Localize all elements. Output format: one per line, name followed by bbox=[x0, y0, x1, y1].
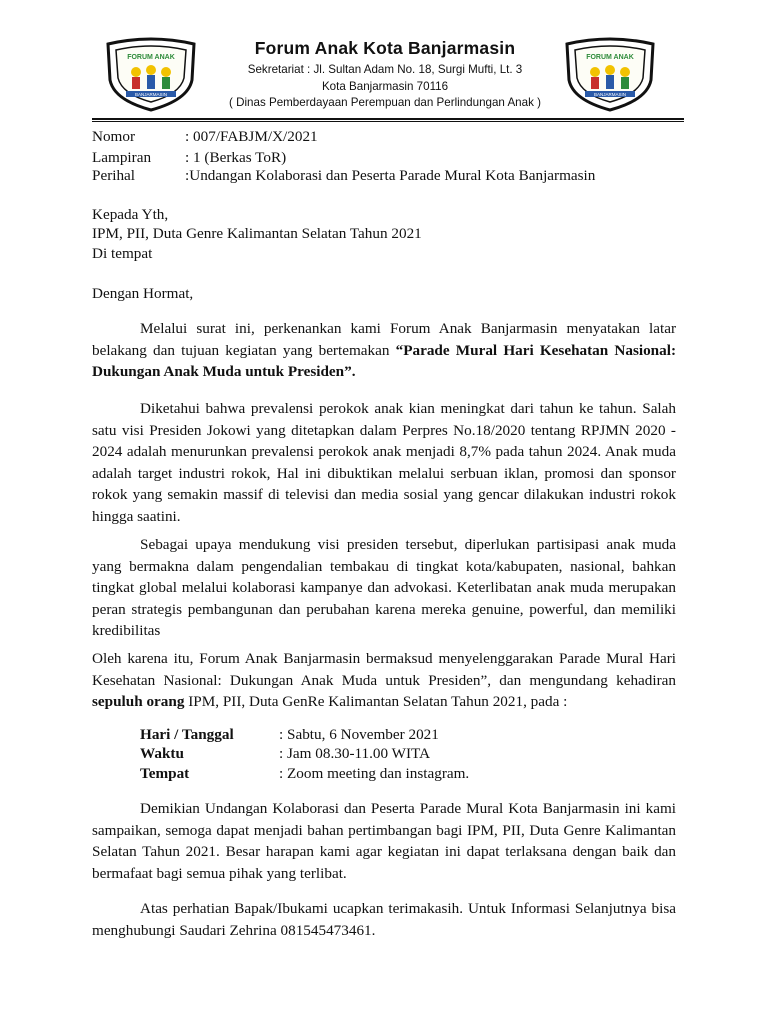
paragraph-purpose-text: Sebagai upaya mendukung visi presiden tersebut, diperlukan partisipasi anak muda yang bermakna dalam pengendalian tembakau di tingkat kota/kabupaten, nasional, bahkan tingkat global melalui kolaborasi kampanye dan advokasi. Keterlibatan anak muda merupakan peran strategis pembangunan dan perubahan karena mereka genuine, powerful, dan memiliki kredibilitas bbox=[92, 536, 676, 640]
place-value: : Zoom meeting dan instagram. bbox=[279, 765, 470, 782]
recipient-name: IPM, PII, Duta Genre Kalimantan Selatan Tahun 2021 bbox=[92, 225, 422, 242]
paragraph-purpose bbox=[92, 534, 676, 642]
logo-right-text: FORUM ANAK bbox=[586, 54, 634, 61]
paragraph-background bbox=[92, 398, 676, 528]
letterhead bbox=[0, 0, 768, 124]
perihal-label: Perihal bbox=[92, 167, 136, 184]
paragraph-invitation bbox=[92, 648, 676, 713]
address-line-1: Sekretariat : Jl. Sultan Adam No. 18, Surgi Mufti, Lt. 3 bbox=[247, 63, 523, 76]
date-label: Hari / Tanggal bbox=[140, 726, 234, 743]
address-line-3: ( Dinas Pemberdayaan Perempuan dan Perlindungan Anak ) bbox=[229, 96, 541, 109]
lampiran-label: Lampiran bbox=[92, 149, 152, 166]
nomor-value: : 007/FABJM/X/2021 bbox=[185, 128, 318, 145]
time-value: : Jam 08.30-11.00 WITA bbox=[279, 745, 431, 762]
paragraph-background-text: Diketahui bahwa prevalensi perokok anak kian meningkat dari tahun ke tahun. Salah satu visi Presiden Jokowi yang ditetapkan dalam Perpres No.18/2020 tentang RPJMN 2020 - 2024 adalah menurunkan prevalensi perokok anak menjadi 8,7% pada tahun 2024. Anak muda adalah target industri rokok, Hal ini dibuktikan melalui serbuan iklan, promosi dan sponsor rokok yang semakin massif di televisi dan media sosial yang gencar dilakukan industri rokok hingga saatini. bbox=[92, 400, 676, 525]
participant-count: sepuluh orang bbox=[92, 693, 185, 711]
time-label: Waktu bbox=[140, 745, 184, 762]
paragraph-thanks-text: Atas perhatian Bapak/Ibukami ucapkan terimakasih. Untuk Informasi Selanjutnya bisa menghubungi Saudari Zehrina 081545473461. bbox=[92, 900, 676, 939]
paragraph-invitation-text: Oleh karena itu, Forum Anak Banjarmasin bermaksud menyelenggarakan Parade Mural Hari Kesehatan Nasional: Dukungan Anak Muda untuk Presiden”, dan mengundang kehadiran bbox=[92, 650, 676, 689]
event-theme: “Parade Mural Hari Kesehatan Nasional: Dukungan Anak Muda untuk Presiden”. bbox=[92, 341, 676, 381]
logo-left-text: FORUM ANAK bbox=[127, 54, 175, 61]
paragraph-intro bbox=[92, 318, 676, 383]
forum-anak-logo-right bbox=[563, 36, 657, 112]
paragraph-intro-text: Melalui surat ini, perkenankan kami Forum Anak Banjarmasin menyatakan latar belakang dan tujuan kegiatan yang bertemakan bbox=[92, 320, 676, 359]
paragraph-closing-text: Demikian Undangan Kolaborasi dan Peserta Parade Mural Kota Banjarmasin ini kami sampaikan, semoga dapat menjadi bahan pertimbangan bagi IPM, PII, Duta Genre Kalimantan Selatan Tahun 2021. Besar harapan kami agar kegiatan ini dapat terlaksana dengan baik dan bermafaat bagi semua pihak yang terlibat. bbox=[92, 800, 676, 882]
nomor-label: Nomor bbox=[92, 128, 136, 145]
paragraph-closing bbox=[92, 798, 676, 884]
recipient-greeting: Kepada Yth, bbox=[92, 206, 169, 223]
letterhead-divider bbox=[92, 118, 684, 120]
logo-right-subtext: BANJARMASIN bbox=[593, 92, 627, 97]
forum-anak-logo-left bbox=[104, 36, 198, 112]
paragraph-thanks bbox=[92, 898, 676, 941]
organization-name: Forum Anak Kota Banjarmasin bbox=[254, 38, 516, 58]
salutation: Dengan Hormat, bbox=[92, 285, 194, 302]
letterhead-divider-thin bbox=[92, 121, 684, 122]
paragraph-invitation-tail: IPM, PII, Duta GenRe Kalimantan Selatan Tahun 2021, pada : bbox=[184, 693, 568, 711]
place-label: Tempat bbox=[140, 765, 190, 782]
logo-left-subtext: BANJARMASIN bbox=[134, 92, 168, 97]
perihal-value: :Undangan Kolaborasi dan Peserta Parade Mural Kota Banjarmasin bbox=[185, 167, 596, 184]
date-value: : Sabtu, 6 November 2021 bbox=[279, 726, 439, 743]
address-line-2: Kota Banjarmasin 70116 bbox=[321, 80, 449, 93]
lampiran-value: : 1 (Berkas ToR) bbox=[185, 149, 287, 166]
recipient-location: Di tempat bbox=[92, 245, 153, 262]
